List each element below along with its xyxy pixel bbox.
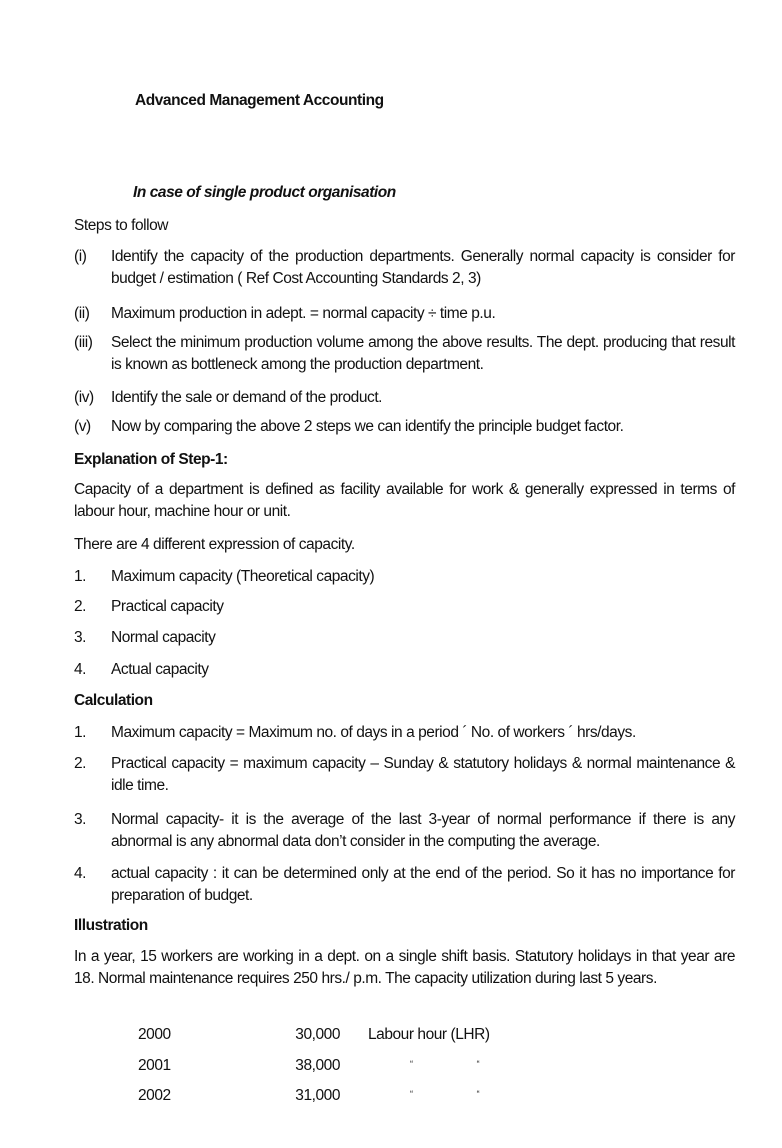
step-item xyxy=(74,246,735,290)
item-text: Actual capacity xyxy=(111,661,209,678)
value-cell: 30,000 xyxy=(295,1026,340,1043)
capacity-item xyxy=(74,627,735,649)
value-cell: 31,000 xyxy=(295,1087,340,1104)
item-text: Normal capacity- it is the average of the last 3-year of normal performance if there is any abnormal is any abnormal data don’t consider in the computing the average. xyxy=(111,811,735,850)
calculation-item xyxy=(74,863,735,907)
explanation-heading: Explanation of Step-1: xyxy=(74,451,228,468)
calculation-heading: Calculation xyxy=(74,692,153,709)
item-number: 2. xyxy=(74,598,87,615)
step-item xyxy=(74,387,735,409)
item-text: Normal capacity xyxy=(111,629,216,646)
step-text: Identify the capacity of the production departments. Generally normal capacity is consider for budget / estimation ( Ref Cost Accounting Standards 2, 3) xyxy=(111,248,735,287)
calculation-item xyxy=(74,722,735,744)
item-text: Practical capacity xyxy=(111,598,224,615)
table-row xyxy=(138,1085,479,1107)
step-number: (v) xyxy=(74,418,91,435)
calculation-item xyxy=(74,753,735,797)
unit-cell: Labour hour (LHR) xyxy=(368,1026,490,1043)
explanation-text: Capacity of a department is defined as facility available for work & generally expressed in terms of labour hour, machine hour or unit. xyxy=(74,481,735,520)
illustration-text: In a year, 15 workers are working in a dept. on a single shift basis. Statutory holidays in that year are 18. Normal maintenance requires 250 hrs./ p.m. The capacity utilization during last 5 years. xyxy=(74,948,735,987)
page-title: Advanced Management Accounting xyxy=(135,92,384,109)
capacity-item xyxy=(74,659,735,681)
step-number: (i) xyxy=(74,248,87,265)
step-text: Identify the sale or demand of the product. xyxy=(111,389,383,406)
capacity-intro: There are 4 different expression of capacity. xyxy=(74,536,355,553)
item-number: 2. xyxy=(74,755,87,772)
ditto-mark: “ xyxy=(476,1089,480,1099)
item-text: actual capacity : it can be determined only at the end of the period. So it has no importance for preparation of budget. xyxy=(111,865,735,904)
item-number: 4. xyxy=(74,865,87,882)
step-number: (iii) xyxy=(74,334,93,351)
step-item xyxy=(74,416,735,438)
year-cell: 2002 xyxy=(138,1087,171,1104)
year-cell: 2000 xyxy=(138,1026,171,1043)
capacity-item xyxy=(74,596,735,618)
item-text: Practical capacity = maximum capacity – Sunday & statutory holidays & normal maintenance & idle time. xyxy=(111,755,735,794)
step-text: Now by comparing the above 2 steps we can identify the principle budget factor. xyxy=(111,418,624,435)
steps-intro: Steps to follow xyxy=(74,217,169,234)
section-heading: In case of single product organisation xyxy=(133,184,396,201)
item-number: 1. xyxy=(74,724,87,741)
illustration-heading: Illustration xyxy=(74,917,148,934)
step-item xyxy=(74,332,735,376)
table-row xyxy=(138,1055,479,1077)
step-text: Maximum production in adept. = normal capacity ÷ time p.u. xyxy=(111,305,496,322)
step-number: (ii) xyxy=(74,305,90,322)
item-text: Maximum capacity = Maximum no. of days in a period ´ No. of workers ´ hrs/days. xyxy=(111,724,636,741)
step-item xyxy=(74,303,735,325)
value-cell: 38,000 xyxy=(295,1057,340,1074)
item-number: 1. xyxy=(74,568,87,585)
table-row xyxy=(138,1024,490,1046)
ditto-mark: “ xyxy=(476,1059,480,1069)
step-number: (iv) xyxy=(74,389,94,406)
item-number: 3. xyxy=(74,629,87,646)
ditto-mark: “ xyxy=(410,1059,413,1069)
calculation-item xyxy=(74,809,735,853)
item-number: 3. xyxy=(74,811,87,828)
item-number: 4. xyxy=(74,661,87,678)
item-text: Maximum capacity (Theoretical capacity) xyxy=(111,568,375,585)
capacity-item xyxy=(74,566,735,588)
year-cell: 2001 xyxy=(138,1057,171,1074)
step-text: Select the minimum production volume among the above results. The dept. producing that result is known as bottleneck among the production department. xyxy=(111,334,735,373)
ditto-mark: “ xyxy=(410,1089,413,1099)
